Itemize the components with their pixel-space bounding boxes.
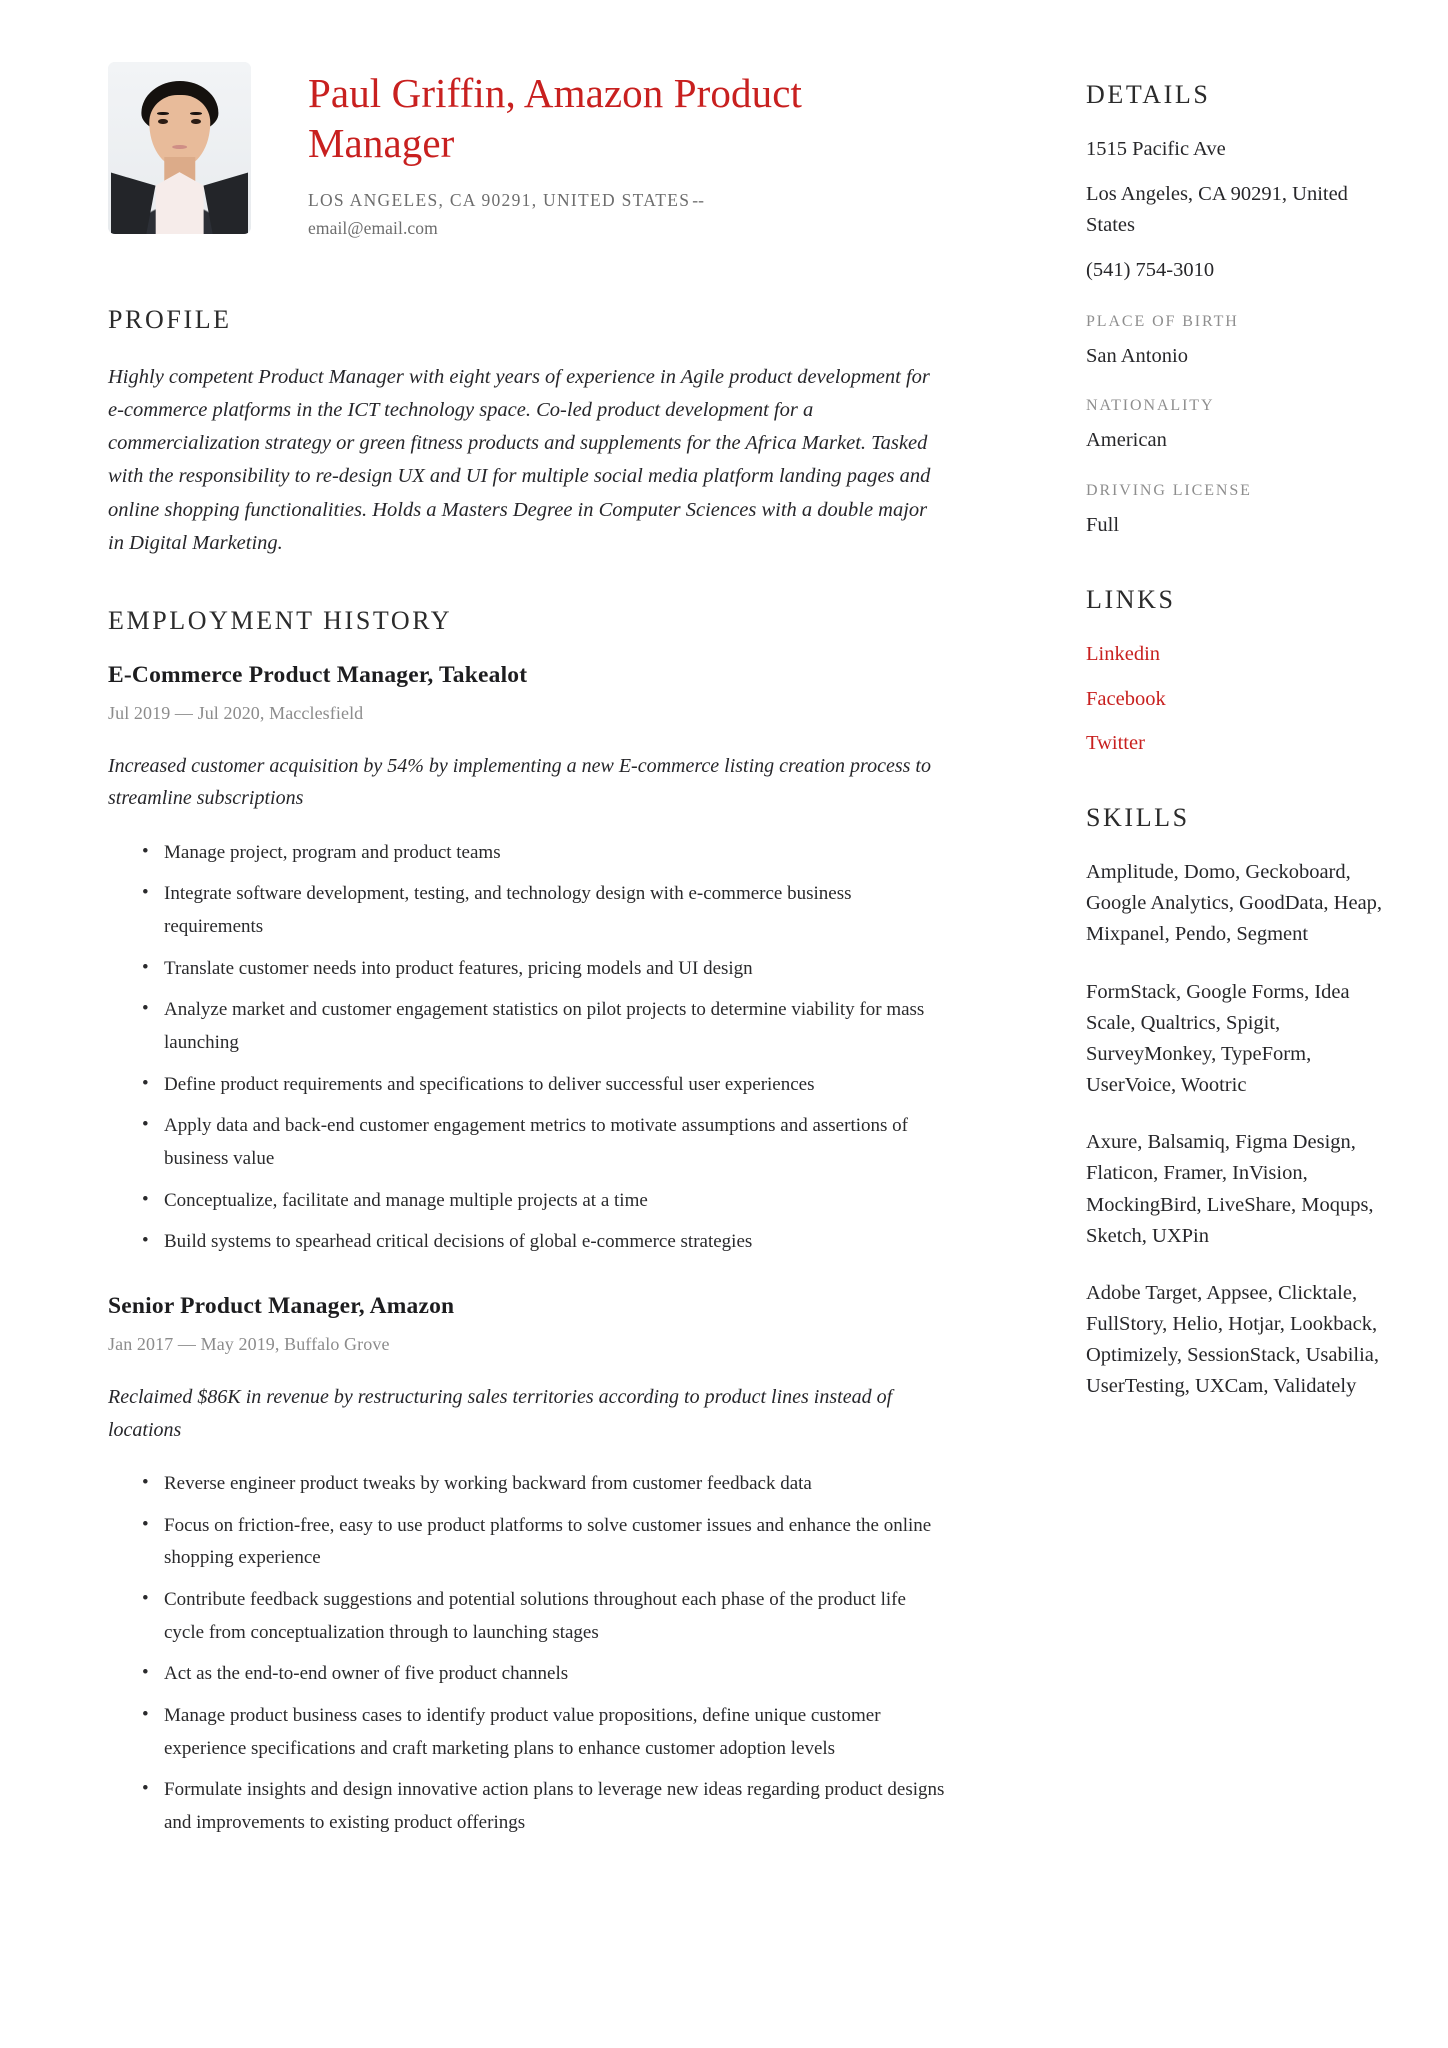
profile-photo — [108, 62, 251, 234]
list-item: • Manage project, program and product teams — [142, 837, 948, 870]
skill-group: Axure, Balsamiq, Figma Design, Flaticon, Framer, InVision, MockingBird, LiveShare, Moqups, Sketch, UXPin — [1086, 1131, 1374, 1247]
profile-text: Highly competent Product Manager with eight years of experience in Agile product development for e-commerce platforms in the ICT technology space. Co-led product development for a commercialization strategy or green fitness products and supplements for the Africa Market. Tasked with the responsibility to re-design UX and UI for multiple social media platform landing pages and online shopping functionalities. Holds a Masters Degree in Computer Sciences with a double major in Digital Marketing. — [108, 365, 931, 554]
skills-block — [1086, 803, 1386, 1402]
list-item: • Define product requirements and specifications to deliver successful user experiences — [142, 1069, 948, 1102]
place-of-birth-label: PLACE OF BIRTH — [1086, 312, 1239, 330]
driving-license-label: DRIVING LICENSE — [1086, 482, 1252, 500]
list-item: • Build systems to spearhead critical decisions of global e-commerce strategies — [142, 1226, 948, 1259]
profile-heading: PROFILE — [108, 304, 232, 334]
links-heading: LINKS — [1086, 584, 1176, 614]
employment-section — [108, 606, 948, 1840]
avatar — [108, 62, 251, 234]
nationality-value: American — [1086, 429, 1167, 452]
job-title: E-Commerce Product Manager, Takealot — [108, 661, 528, 688]
phone-number: (541) 754-3010 — [1086, 259, 1215, 282]
nationality-label: NATIONALITY — [1086, 397, 1215, 415]
list-item: • Translate customer needs into product features, pricing models and UI design — [142, 953, 948, 986]
details-heading: DETAILS — [1086, 80, 1211, 109]
job-entry — [108, 662, 948, 1259]
list-item: • Act as the end-to-end owner of five product channels — [142, 1658, 948, 1691]
job-title: Senior Product Manager, Amazon — [108, 1293, 455, 1320]
link-linkedin[interactable]: Linkedin — [1086, 642, 1161, 665]
address-line-2: Los Angeles, CA 90291, United States — [1086, 183, 1348, 237]
job-summary: Reclaimed $86K in revenue by restructuring sales territories according to product lines instead of locations — [108, 1386, 893, 1441]
skill-group: Adobe Target, Appsee, Clicktale, FullStory, Helio, Hotjar, Lookback, Optimizely, SessionStack, Usabilia, UserTesting, UXCam, Validately — [1086, 1281, 1380, 1398]
sidebar — [1086, 62, 1386, 1446]
list-item: • Contribute feedback suggestions and potential solutions throughout each phase of the product life cycle from conceptualization through to launching stages — [142, 1584, 948, 1649]
job-bullets — [108, 1468, 948, 1840]
resume-header — [108, 62, 948, 243]
list-item: • Integrate software development, testing, and technology design with e-commerce business requirements — [142, 878, 948, 943]
list-item: • Reverse engineer product tweaks by working backward from customer feedback data — [142, 1468, 948, 1501]
skill-group: FormStack, Google Forms, Idea Scale, Qualtrics, Spigit, SurveyMonkey, TypeForm, UserVoice, Wootric — [1086, 980, 1350, 1097]
main-column — [108, 62, 988, 1886]
skills-heading: SKILLS — [1086, 803, 1190, 833]
job-meta: Jan 2017 — May 2019, Buffalo Grove — [108, 1334, 390, 1355]
details-block — [1086, 80, 1386, 541]
list-item: • Analyze market and customer engagement statistics on pilot projects to determine viability for mass launching — [142, 994, 948, 1059]
driving-license-value: Full — [1086, 514, 1120, 537]
page-title: Paul Griffin, Amazon Product Manager — [308, 70, 802, 167]
job-meta: Jul 2019 — Jul 2020, Macclesfield — [108, 702, 364, 723]
links-block — [1086, 585, 1386, 759]
header-text — [308, 62, 928, 243]
list-item: • Manage product business cases to identify product value propositions, define unique customer experience specifications and craft marketing plans to enhance customer adoption levels — [142, 1700, 948, 1765]
list-item: • Formulate insights and design innovative action plans to leverage new ideas regarding product designs and improvements to existing product offerings — [142, 1774, 948, 1839]
photo-shirt — [155, 172, 204, 234]
link-twitter[interactable]: Twitter — [1086, 732, 1145, 755]
contact-separator: -- — [692, 190, 704, 211]
employment-heading: EMPLOYMENT HISTORY — [108, 605, 453, 635]
place-of-birth-value: San Antonio — [1086, 344, 1188, 367]
list-item: • Focus on friction-free, easy to use product platforms to solve customer issues and enhance the online shopping experience — [142, 1510, 948, 1575]
skill-group: Amplitude, Domo, Geckoboard, Google Analytics, GoodData, Heap, Mixpanel, Pendo, Segment — [1086, 861, 1383, 946]
list-item: • Conceptualize, facilitate and manage multiple projects at a time — [142, 1185, 948, 1218]
job-bullets — [108, 837, 948, 1259]
address-line-1: 1515 Pacific Ave — [1086, 138, 1226, 160]
profile-section — [108, 305, 948, 560]
contact-line — [308, 186, 848, 243]
job-summary: Increased customer acquisition by 54% by implementing a new E-commerce listing creation process to streamline subscriptions — [108, 754, 931, 810]
contact-location: LOS ANGELES, CA 90291, UNITED STATES — [308, 190, 691, 211]
contact-email[interactable]: email@email.com — [308, 218, 438, 239]
link-facebook[interactable]: Facebook — [1086, 687, 1166, 710]
list-item: • Apply data and back-end customer engagement metrics to motivate assumptions and assertions of business value — [142, 1110, 948, 1175]
job-entry — [108, 1293, 948, 1840]
